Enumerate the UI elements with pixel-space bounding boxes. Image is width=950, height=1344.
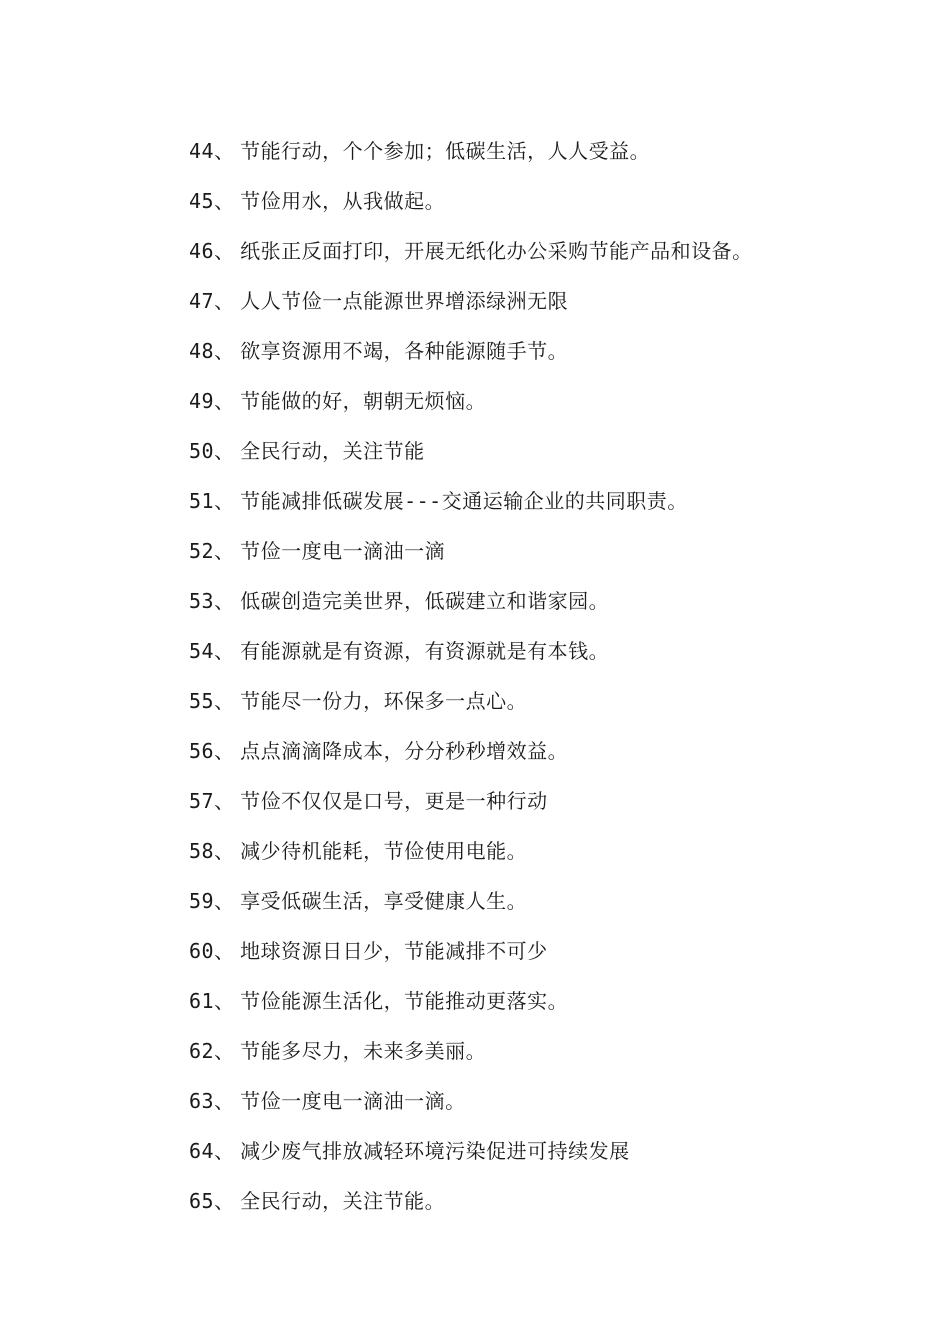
list-item bbox=[189, 534, 929, 584]
item-separator: 、 bbox=[214, 889, 235, 913]
item-separator: 、 bbox=[214, 139, 235, 163]
item-number: 63 bbox=[189, 1089, 215, 1113]
item-text: 节能多尽力，未来多美丽。 bbox=[240, 1039, 487, 1063]
item-number: 55 bbox=[189, 689, 215, 713]
item-separator: 、 bbox=[214, 1189, 235, 1213]
item-number: 60 bbox=[189, 939, 215, 963]
list-item bbox=[189, 984, 929, 1034]
list-item bbox=[189, 684, 929, 734]
list-item bbox=[189, 934, 929, 984]
item-number: 46 bbox=[189, 239, 215, 263]
item-separator: 、 bbox=[214, 339, 235, 363]
item-separator: 、 bbox=[214, 439, 235, 463]
list-item bbox=[189, 184, 929, 234]
item-separator: 、 bbox=[214, 639, 235, 663]
item-separator: 、 bbox=[214, 239, 235, 263]
item-separator: 、 bbox=[214, 189, 235, 213]
item-number: 51 bbox=[189, 489, 215, 513]
list-item bbox=[189, 1134, 929, 1184]
item-text: 低碳创造完美世界，低碳建立和谐家园。 bbox=[240, 589, 610, 613]
item-number: 49 bbox=[189, 389, 215, 413]
item-separator: 、 bbox=[214, 689, 235, 713]
item-text: 享受低碳生活，享受健康人生。 bbox=[240, 889, 528, 913]
item-text: 欲享资源用不竭，各种能源随手节。 bbox=[240, 339, 569, 363]
list-item bbox=[189, 634, 929, 684]
item-number: 44 bbox=[189, 139, 215, 163]
list-item bbox=[189, 584, 929, 634]
item-text: 节能行动，个个参加；低碳生活，人人受益。 bbox=[240, 139, 651, 163]
slogan-list bbox=[189, 134, 929, 1234]
item-number: 53 bbox=[189, 589, 215, 613]
item-text: 纸张正反面打印，开展无纸化办公采购节能产品和设备。 bbox=[240, 239, 753, 263]
item-text: 减少待机能耗，节俭使用电能。 bbox=[240, 839, 528, 863]
item-separator: 、 bbox=[214, 839, 235, 863]
list-item bbox=[189, 1084, 929, 1134]
item-separator: 、 bbox=[214, 989, 235, 1013]
item-text: 节俭不仅仅是口号，更是一种行动 bbox=[240, 789, 548, 813]
list-item bbox=[189, 484, 929, 534]
list-item bbox=[189, 884, 929, 934]
item-number: 57 bbox=[189, 789, 215, 813]
list-item bbox=[189, 384, 929, 434]
item-number: 50 bbox=[189, 439, 215, 463]
list-item bbox=[189, 284, 929, 334]
item-text: 节能做的好，朝朝无烦恼。 bbox=[240, 389, 487, 413]
list-item bbox=[189, 1184, 929, 1234]
item-separator: 、 bbox=[214, 539, 235, 563]
item-number: 61 bbox=[189, 989, 215, 1013]
item-text: 点点滴滴降成本，分分秒秒增效益。 bbox=[240, 739, 569, 763]
item-number: 48 bbox=[189, 339, 215, 363]
item-number: 52 bbox=[189, 539, 215, 563]
item-number: 54 bbox=[189, 639, 215, 663]
item-number: 59 bbox=[189, 889, 215, 913]
item-text: 节俭一度电一滴油一滴。 bbox=[240, 1089, 466, 1113]
item-number: 45 bbox=[189, 189, 215, 213]
item-separator: 、 bbox=[214, 389, 235, 413]
item-number: 47 bbox=[189, 289, 215, 313]
item-text: 节俭一度电一滴油一滴 bbox=[240, 539, 446, 563]
item-number: 58 bbox=[189, 839, 215, 863]
item-number: 62 bbox=[189, 1039, 215, 1063]
list-item bbox=[189, 134, 929, 184]
item-text: 节俭用水，从我做起。 bbox=[240, 189, 446, 213]
item-number: 65 bbox=[189, 1189, 215, 1213]
item-separator: 、 bbox=[214, 589, 235, 613]
item-text: 全民行动，关注节能。 bbox=[240, 1189, 446, 1213]
list-item bbox=[189, 734, 929, 784]
item-number: 64 bbox=[189, 1139, 215, 1163]
list-item bbox=[189, 434, 929, 484]
item-separator: 、 bbox=[214, 939, 235, 963]
item-text: 节能尽一份力，环保多一点心。 bbox=[240, 689, 528, 713]
item-text: 全民行动，关注节能 bbox=[240, 439, 425, 463]
list-item bbox=[189, 234, 929, 284]
list-item bbox=[189, 1034, 929, 1084]
item-text: 人人节俭一点能源世界增添绿洲无限 bbox=[240, 289, 569, 313]
item-text: 有能源就是有资源，有资源就是有本钱。 bbox=[240, 639, 610, 663]
item-text: 减少废气排放减轻环境污染促进可持续发展 bbox=[240, 1139, 630, 1163]
list-item bbox=[189, 784, 929, 834]
list-item bbox=[189, 334, 929, 384]
item-separator: 、 bbox=[214, 289, 235, 313]
item-separator: 、 bbox=[214, 789, 235, 813]
item-text: 地球资源日日少，节能减排不可少 bbox=[240, 939, 548, 963]
item-separator: 、 bbox=[214, 1089, 235, 1113]
item-separator: 、 bbox=[214, 739, 235, 763]
item-number: 56 bbox=[189, 739, 215, 763]
item-text: 节俭能源生活化，节能推动更落实。 bbox=[240, 989, 569, 1013]
item-text: 节能减排低碳发展---交通运输企业的共同职责。 bbox=[240, 489, 688, 513]
list-item bbox=[189, 834, 929, 884]
item-separator: 、 bbox=[214, 1139, 235, 1163]
item-separator: 、 bbox=[214, 489, 235, 513]
item-separator: 、 bbox=[214, 1039, 235, 1063]
